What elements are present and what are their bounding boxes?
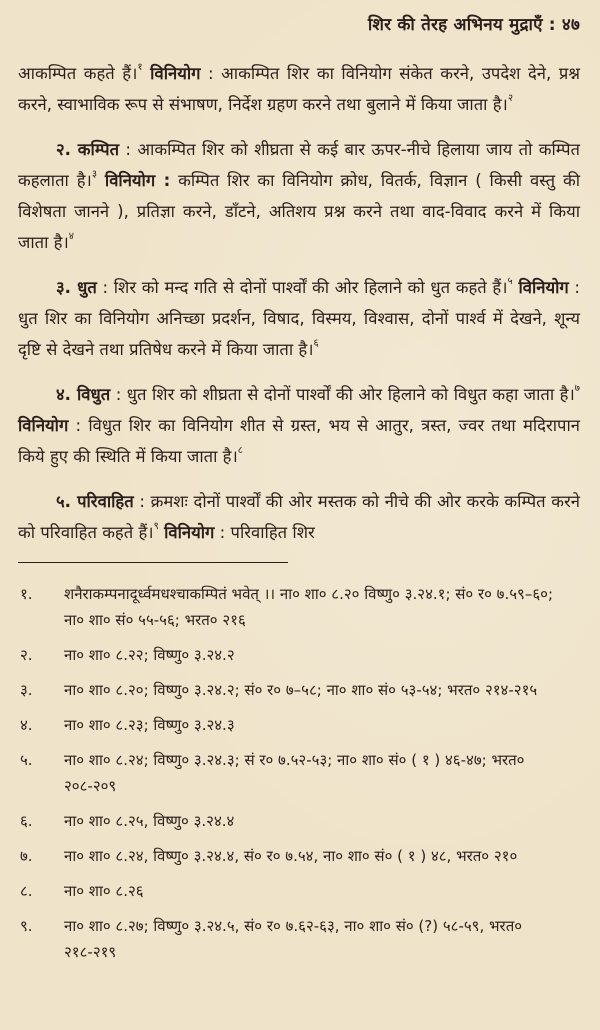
footnote-number: ८. [20, 882, 33, 900]
paragraph-parivahita: ५. परिवाहित : क्रमशः दोनों पार्श्वों की ओर मस्तक को नीचे की ओर करके कम्पित करने को परिवाहित कहते हैं।$^९$ विनियोग : परिवाहित शिर [18, 492, 581, 542]
footnote-item [18, 913, 580, 965]
footnote-item [18, 878, 580, 904]
paragraph-dhuta: ३. धुत : शिर को मन्द गति से दोनों पार्श्वों की ओर हिलाने को धुत कहते हैं।$^५$ विनियोग : धुत शिर का विनियोग अनिच्छा प्रदर्शन, विषाद, विस्मय, विश्वास, दोनों पार्श्व में देखने, शून्य दृष्टि से देखने तथा प्रतिषेध करने में किया जाता है।$^६$ [18, 276, 581, 359]
footnote-text: ना० शा० ८.२०; विष्णु० ३.२४.२; सं० र० ७–५८; ना० शा० सं० ५३-५४; भरत० २१४-२१५ [64, 681, 538, 699]
footnote-item [18, 677, 580, 703]
viniyoga-label: विनियोग [164, 523, 215, 542]
footnotes [18, 581, 580, 965]
footnote-text: ना० शा० ८.२२; विष्णु० ३.२४.२ [64, 646, 235, 664]
footnote-number: ५. [20, 751, 33, 769]
footnote-number: २. [20, 646, 33, 664]
footnote-item [18, 712, 580, 738]
viniyoga-label: विनियोग : [104, 171, 171, 190]
footnote-number: ७. [20, 847, 33, 865]
footnote-text: शनैराकम्पनादूर्ध्वमधश्चाकम्पितं भवेत् ।। ना० शा० ८.२० विष्णु० ३.२४.१; सं० र० ७.५९–६०; ना० शा० सं० ५५-५६; भरत० २१६ [64, 585, 554, 629]
footnote-text: ना० शा० ८.२४; विष्णु० ३.२४.३; सं र० ७.५२-५३; ना० शा० सं० ( १ ) ४६-४७; भरत० २०८-२०९ [64, 751, 525, 795]
footnote-number: ४. [20, 716, 33, 734]
paragraph-akampita-end: आकम्पित कहते हैं।$^१$ विनियोग : आकम्पित शिर का विनियोग संकेत करने, उपदेश देने, प्रश्न करने, स्वाभाविक रूप से संभाषण, निर्देश ग्रहण करने तथा बुलाने में किया जाता है।$^२$ [18, 62, 581, 114]
footnote-item [18, 843, 580, 869]
footnote-text: ना० शा० ८.२४, विष्णु० ३.२४.४, सं० र० ७.५४, ना० शा० सं० ( १ ) ४८, भरत० २१० [64, 847, 518, 865]
viniyoga-label: विनियोग [18, 416, 69, 435]
paragraph-vidhuta: ४. विधुत : धुत शिर को शीघ्रता से दोनों पार्श्वों की ओर हिलाने को विधुत कहा जाता है।$^७$ विनियोग : विधुत शिर का विनियोग शीत से ग्रस्त, भय से आतुर, त्रस्त, ज्वर तथा मदिरापान किये हुए की स्थिति में किया जाता है।$^८$ [18, 383, 580, 466]
footnote-text: ना० शा० ८.२७; विष्णु० ३.२४.५, सं० र० ७.६२-६३, ना० शा० सं० (?) ५८-५९, भरत० २१८-२१९ [64, 917, 523, 961]
footnote-text: ना० शा० ८.२६ [64, 882, 144, 900]
footnote-number: ६. [20, 812, 33, 830]
paragraph-kampita: २. कम्पित : आकम्पित शिर को शीघ्रता से कई बार ऊपर-नीचे हिलाया जाय तो कम्पित कहलाता है।$^३$ विनियोग : कम्पित शिर का विनियोग क्रोध, वितर्क, विज्ञान ( किसी वस्तु की विशेषता जानने ), प्रतिज्ञा करने, डाँटने, अतिशय प्रश्न करने तथा वाद-विवाद करने में किया जाता है।$^४$ [18, 140, 580, 252]
footnote-item [18, 581, 580, 633]
footnote-number: ९. [20, 917, 33, 935]
footnote-divider [18, 562, 288, 563]
footnote-number: १. [20, 585, 33, 603]
section-heading: ५. परिवाहित [56, 492, 134, 511]
footnote-item [18, 747, 580, 799]
viniyoga-label: विनियोग [150, 64, 201, 83]
footnote-number: ३. [20, 681, 33, 699]
section-heading: २. कम्पित [56, 140, 120, 159]
footnote-text: ना० शा० ८.२५, विष्णु० ३.२४.४ [64, 812, 235, 830]
footnote-item [18, 642, 580, 668]
section-heading: ३. धुत [56, 278, 97, 297]
main-text [18, 58, 580, 548]
viniyoga-label: विनियोग [518, 278, 569, 297]
footnote-item [18, 808, 580, 834]
section-heading: ४. विधुत [56, 385, 111, 404]
footnote-text: ना० शा० ८.२३; विष्णु० ३.२४.३ [64, 716, 235, 734]
running-title: शिर की तेरह अभिनय मुद्राएँ : ४७ [367, 15, 580, 35]
